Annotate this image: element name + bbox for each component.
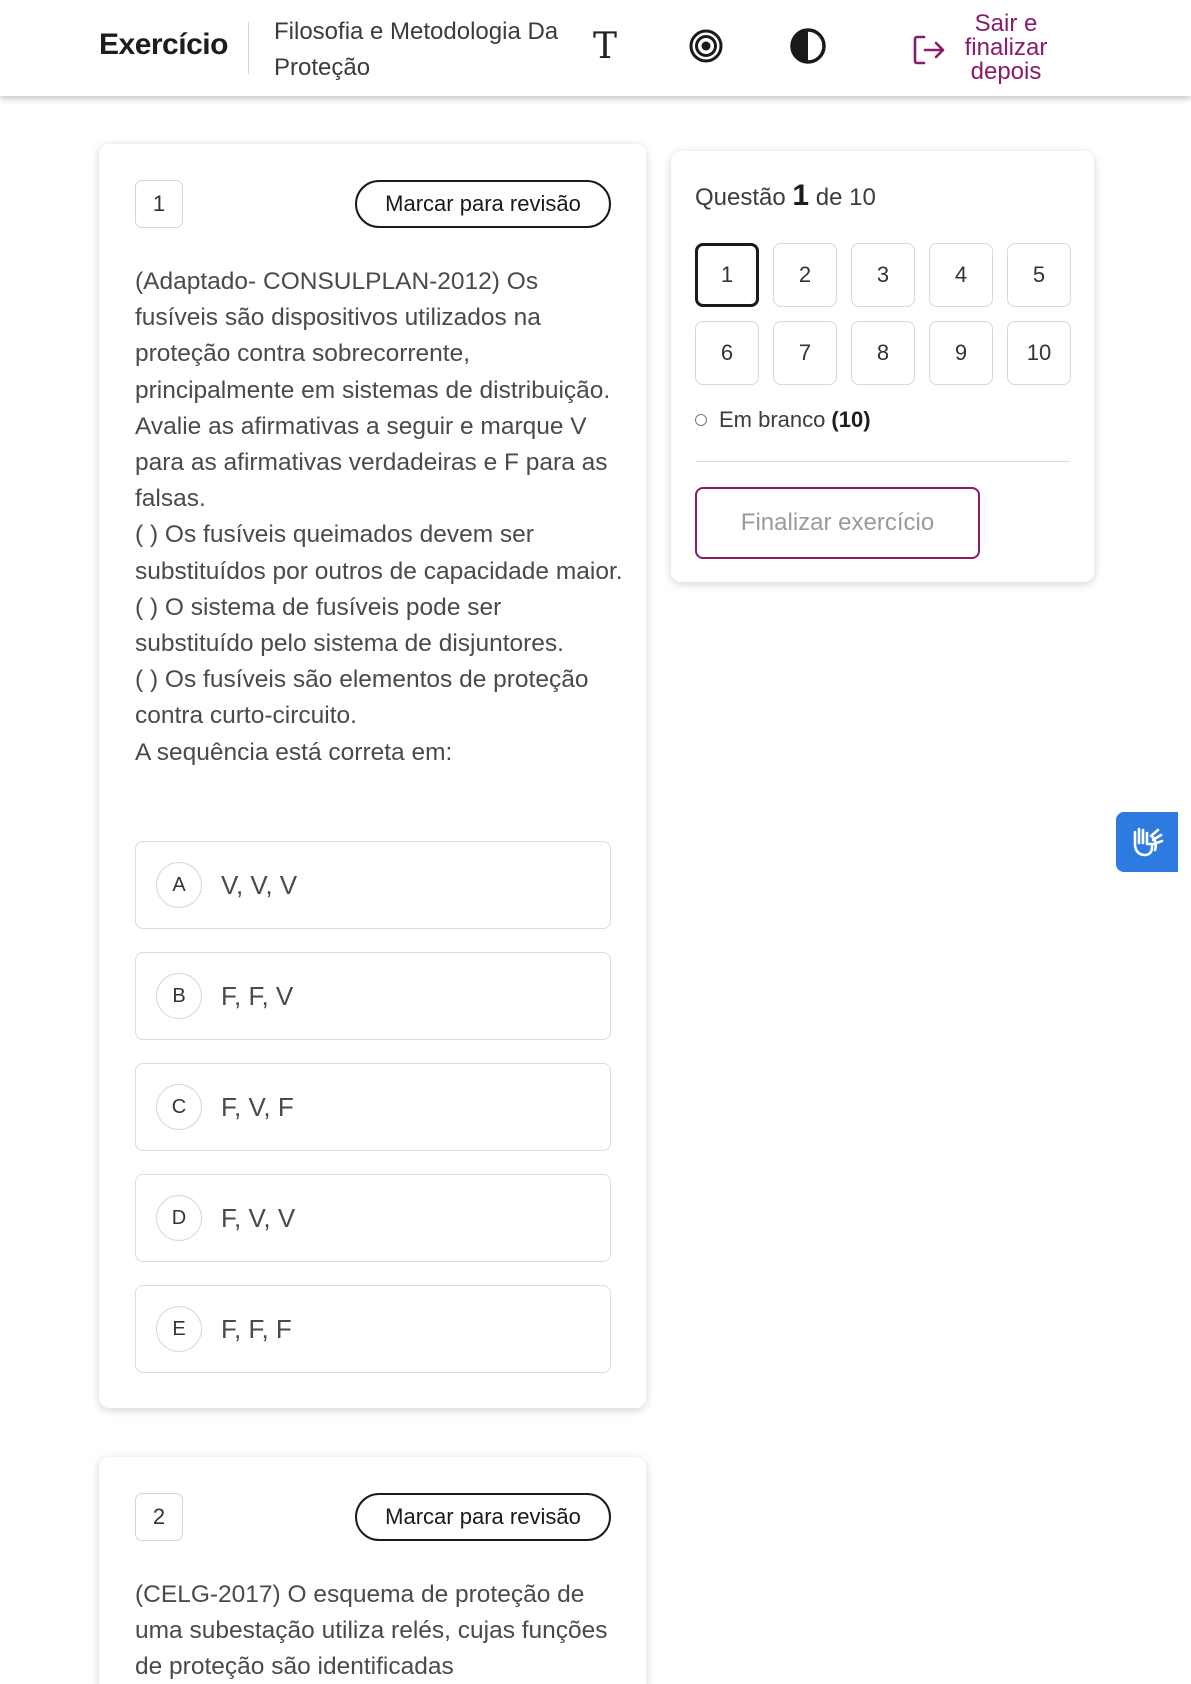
contrast-icon-svg (789, 27, 827, 65)
option-letter: A (156, 862, 202, 908)
question-paragraph: (CELG-2017) O esquema de proteção de uma subestação utiliza relés, cujas funções de proteção são identificadas (135, 1581, 608, 1681)
navigator-divider (695, 461, 1070, 462)
legend-blank (695, 407, 871, 433)
sign-language-hands-icon[interactable] (1116, 812, 1178, 872)
option-text: V, V, V (221, 870, 298, 900)
option-text: F, F, F (221, 1314, 292, 1344)
nav-question-10[interactable]: 10 (1007, 321, 1071, 385)
option-text: F, V, V (221, 1203, 296, 1233)
nav-question-3[interactable]: 3 (851, 243, 915, 307)
finish-exercise-button[interactable]: Finalizar exercício (695, 487, 980, 559)
question-card-1 (99, 144, 646, 1408)
nav-question-6[interactable]: 6 (695, 321, 759, 385)
exit-finish-later-link[interactable] (912, 12, 1052, 86)
target-icon[interactable] (684, 24, 728, 68)
mark-for-review-button[interactable]: Marcar para revisão (355, 180, 611, 228)
legend-count: (10) (831, 407, 871, 432)
option-b[interactable] (135, 952, 611, 1040)
question-paragraph: (Adaptado- CONSULPLAN-2012) Os fusíveis são dispositivos utilizados na proteção contra sobrecorrente, principalmente em sistemas de distribuição. Avalie as afirmativas a seguir e marque V para as afirmativas verdadeiras e F para as falsas. (135, 268, 611, 513)
nav-question-8[interactable]: 8 (851, 321, 915, 385)
exit-label: Sair e finalizar depois (964, 10, 1048, 85)
nav-question-7[interactable]: 7 (773, 321, 837, 385)
question-paragraph: ( ) Os fusíveis são elementos de proteção contra curto-circuito. (135, 666, 589, 730)
navigator-title-suffix: de 10 (815, 184, 876, 211)
question-number: 1 (135, 180, 183, 228)
header-divider (248, 22, 249, 74)
font-size-glyph: T (592, 25, 617, 67)
option-a[interactable] (135, 841, 611, 929)
option-letter: E (156, 1306, 202, 1352)
navigator-title (695, 179, 876, 213)
logout-arrow-icon (912, 34, 946, 66)
option-text: F, F, V (221, 981, 294, 1011)
mark-for-review-button[interactable]: Marcar para revisão (355, 1493, 611, 1541)
legend-label: Em branco (719, 407, 826, 432)
nav-question-4[interactable]: 4 (929, 243, 993, 307)
nav-question-2[interactable]: 2 (773, 243, 837, 307)
option-text: F, V, F (221, 1092, 294, 1122)
option-letter: B (156, 973, 202, 1019)
nav-question-9[interactable]: 9 (929, 321, 993, 385)
question-number: 2 (135, 1493, 183, 1541)
top-bar (0, 0, 1191, 96)
question-grid (695, 243, 1070, 385)
option-c[interactable] (135, 1063, 611, 1151)
option-d[interactable] (135, 1174, 611, 1262)
option-e[interactable] (135, 1285, 611, 1373)
question-navigator (671, 151, 1094, 582)
question-card-2 (99, 1457, 646, 1684)
option-letter: D (156, 1195, 202, 1241)
contrast-icon[interactable] (786, 24, 830, 68)
course-title: Filosofia e Metodologia Da Proteção (274, 18, 559, 81)
question-paragraph: ( ) O sistema de fusíveis pode ser substituído pelo sistema de disjuntores. (135, 593, 564, 658)
question-paragraph: ( ) Os fusíveis queimados devem ser substituídos por outros de capacidade maior. (135, 521, 623, 585)
option-letter: C (156, 1084, 202, 1130)
nav-question-5[interactable]: 5 (1007, 243, 1071, 307)
current-question-number: 1 (792, 179, 810, 212)
question-statement (135, 264, 625, 771)
navigator-title-prefix: Questão (695, 184, 786, 211)
app-brand: Exercício (99, 28, 228, 61)
target-icon-svg (688, 28, 724, 64)
question-statement (135, 1577, 625, 1684)
nav-question-1[interactable]: 1 (695, 243, 759, 307)
font-size-icon[interactable] (583, 24, 627, 68)
sign-language-svg (1127, 822, 1167, 862)
blank-dot-icon (695, 414, 707, 426)
question-paragraph: A sequência está correta em: (135, 738, 453, 766)
